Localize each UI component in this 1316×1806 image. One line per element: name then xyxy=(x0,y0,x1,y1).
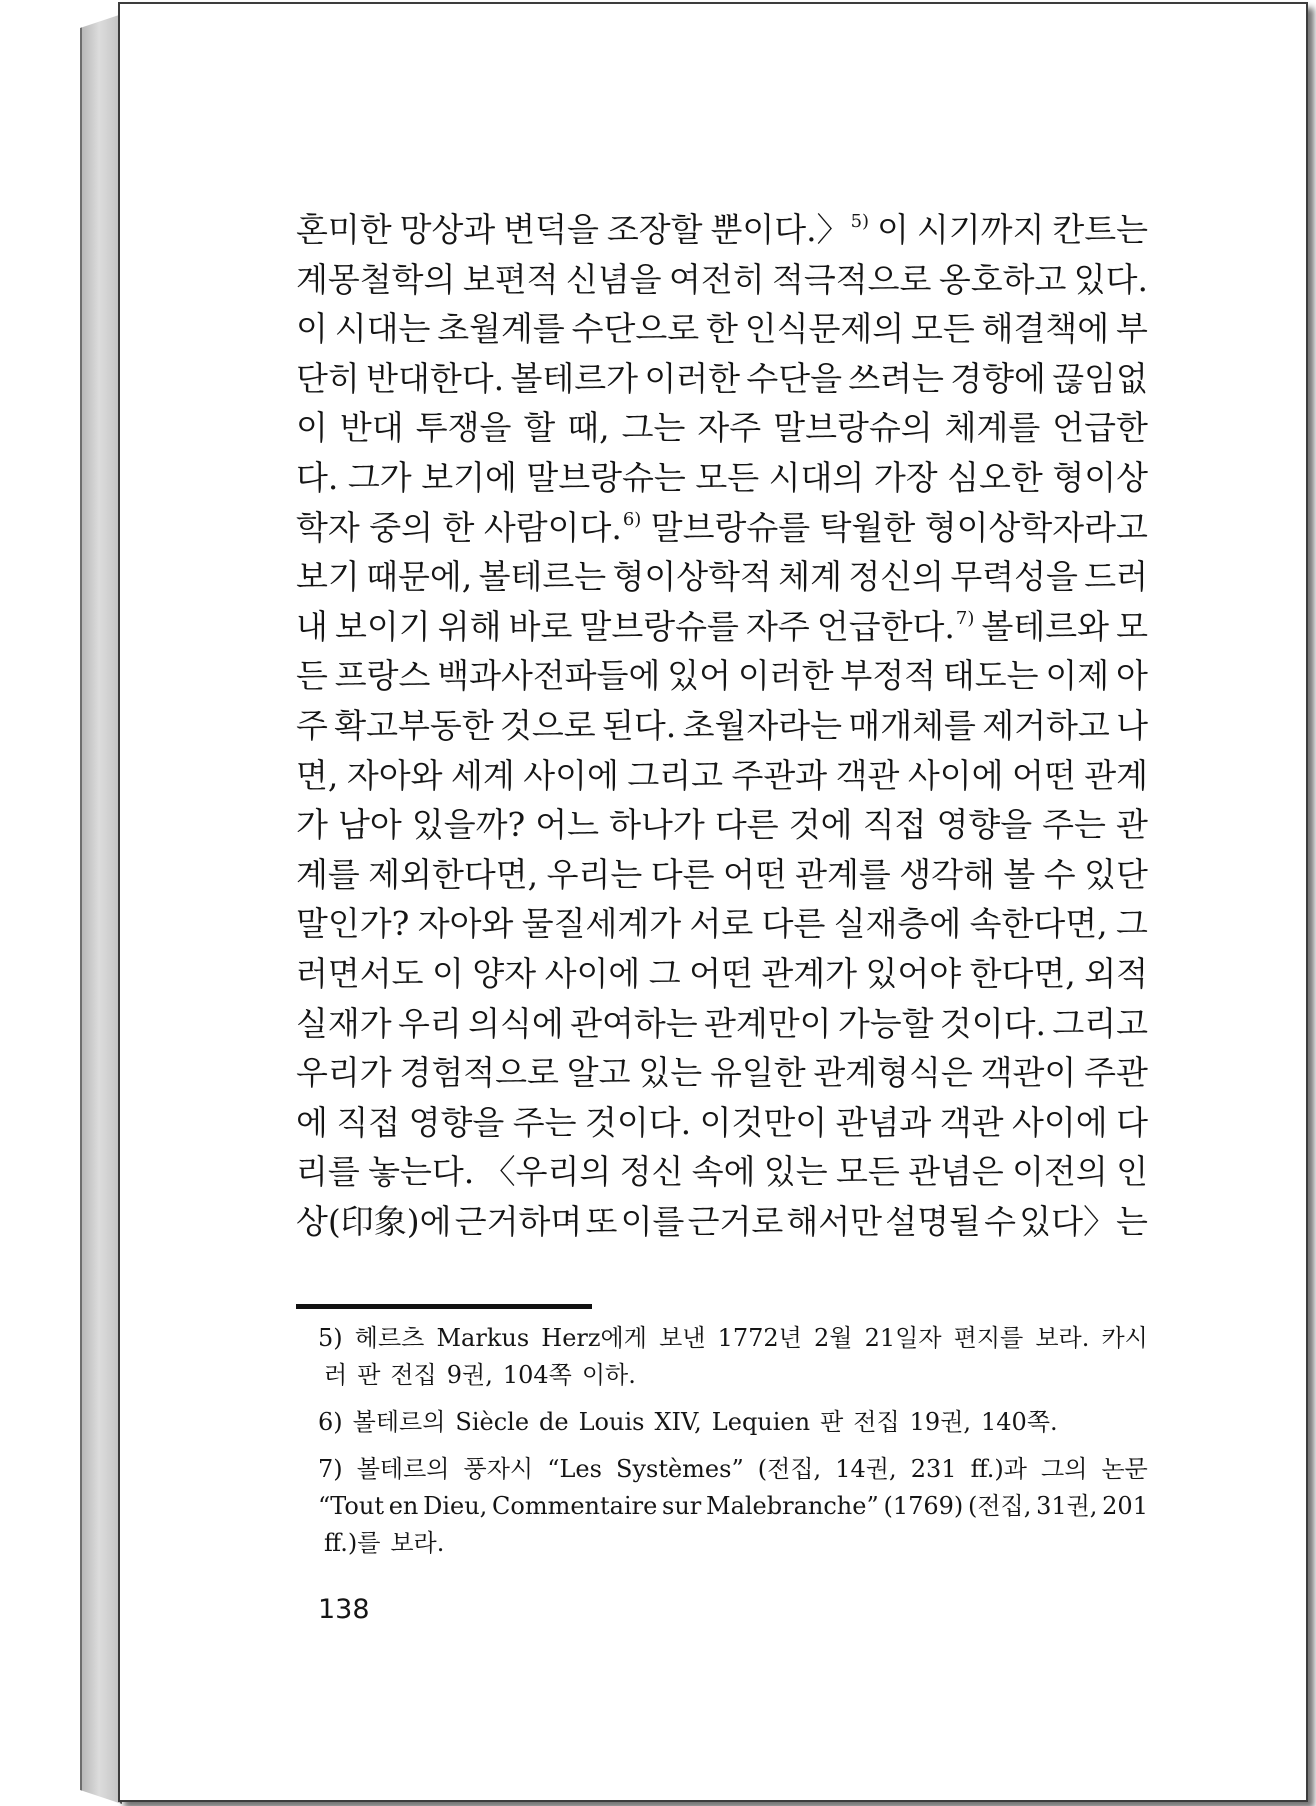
word: 5) xyxy=(318,1324,343,1352)
word: 보편적 xyxy=(462,259,559,299)
word: de xyxy=(539,1408,569,1436)
word: 칸트는 xyxy=(1052,210,1148,249)
word: Herz에게 xyxy=(541,1324,647,1352)
word: 된다. xyxy=(602,705,677,745)
word: 실재층에 xyxy=(833,904,962,944)
word: 자아와 xyxy=(346,755,443,795)
word: 있는 xyxy=(638,1053,703,1093)
word: XIV, xyxy=(654,1408,702,1436)
word: 반대 xyxy=(339,408,404,448)
word: Siècle xyxy=(455,1408,530,1436)
word: 보낸 xyxy=(659,1324,706,1352)
word: 양자 xyxy=(472,953,537,993)
word: 관계형식은 xyxy=(813,1053,973,1093)
body-line xyxy=(296,601,1148,651)
word: 이러한 xyxy=(737,656,834,696)
word: 주관과 xyxy=(731,755,828,795)
word: 다른 xyxy=(761,904,826,944)
word: 1772년 xyxy=(717,1324,802,1352)
word: 104쪽 xyxy=(502,1361,572,1389)
word: 정신의 xyxy=(848,557,944,597)
word: 볼테르의 xyxy=(352,1408,446,1436)
word: 수단을 xyxy=(746,358,842,398)
body-line xyxy=(296,998,1148,1048)
word: 쓰려는 xyxy=(848,358,944,398)
word: 보라. xyxy=(390,1529,445,1557)
body-line xyxy=(296,650,1148,700)
word: 형이상학적 xyxy=(612,557,772,597)
word: en xyxy=(388,1492,419,1520)
word: 이것만이 xyxy=(699,1102,828,1142)
word: 초월자라는 xyxy=(682,705,842,745)
word: 형이상 xyxy=(1052,457,1148,497)
word: 관념은 xyxy=(908,1152,1004,1192)
body-line xyxy=(296,204,1148,254)
word: 세계 xyxy=(450,755,515,795)
word: 그의 xyxy=(1041,1455,1088,1483)
word: 이 xyxy=(877,210,909,249)
word: 140쪽. xyxy=(981,1408,1058,1436)
body-line xyxy=(296,1047,1148,1097)
word: 볼테르와 xyxy=(981,606,1109,646)
word: 보이기 xyxy=(335,606,431,646)
word: 조장할 xyxy=(606,210,703,249)
word: 경험적으로 xyxy=(399,1053,559,1093)
word: 있어야 xyxy=(865,953,962,993)
word: 객관 xyxy=(939,1102,1004,1142)
word: 볼테르의 xyxy=(356,1455,450,1483)
word: 다. xyxy=(296,457,339,497)
word: 관계 xyxy=(1084,755,1148,795)
word: 편지를 xyxy=(953,1324,1024,1352)
word: 내 xyxy=(296,606,328,646)
word: 러 xyxy=(324,1361,348,1389)
word: “Les xyxy=(547,1455,602,1483)
word: 관계가 xyxy=(761,953,858,993)
word: 주는 xyxy=(512,1102,577,1142)
word: (전집, xyxy=(757,1455,822,1483)
word: 초월계를 xyxy=(437,309,565,349)
word: 또 xyxy=(585,1201,618,1241)
word: 해서만 xyxy=(786,1201,883,1241)
word: 드러 xyxy=(1084,557,1148,597)
word: 사이에 xyxy=(1011,1102,1108,1142)
word: Malebranche” xyxy=(706,1492,879,1520)
word: 그 xyxy=(1116,904,1148,944)
word: 볼테르는 xyxy=(478,557,607,597)
word: 판 xyxy=(820,1408,844,1436)
word: 14권, xyxy=(835,1455,897,1483)
word: 판 xyxy=(357,1361,381,1389)
book-spine xyxy=(80,14,122,1804)
word: Dieu, xyxy=(423,1492,488,1520)
word: 모든 xyxy=(911,309,975,349)
footnote-mark: 6) xyxy=(622,508,642,530)
word: 유일한 xyxy=(709,1053,806,1093)
word: 있다. xyxy=(1073,259,1148,299)
word: 21일자 xyxy=(864,1324,942,1352)
word: 인 xyxy=(1116,1152,1148,1192)
footnote-7-line xyxy=(318,1451,1148,1488)
word: 끊임없 xyxy=(1052,358,1148,398)
word: Louis xyxy=(578,1408,645,1436)
body-line xyxy=(296,849,1148,899)
word: 이를 xyxy=(620,1201,685,1241)
word: 이 xyxy=(296,408,328,448)
word: 부 xyxy=(1116,309,1148,349)
word: 사이에 xyxy=(907,755,1004,795)
word: 가 xyxy=(296,805,328,845)
word: 시대의 xyxy=(768,457,865,497)
word: 있단 xyxy=(1084,854,1148,894)
body-text xyxy=(296,204,1148,1245)
word: 언급한 xyxy=(1052,408,1148,448)
word: 시기까지 xyxy=(916,210,1045,249)
word: 모든 xyxy=(695,457,760,497)
word: 관계만이 xyxy=(704,1003,832,1043)
word: 이 xyxy=(432,953,464,993)
word: 나 xyxy=(1116,705,1148,745)
word: sur xyxy=(662,1492,702,1520)
word: 알고 xyxy=(566,1053,631,1093)
word: 할 xyxy=(523,408,556,448)
word: 〈우리의 xyxy=(482,1152,612,1192)
body-line xyxy=(296,1196,1148,1246)
word: 근거로 xyxy=(687,1201,784,1241)
word: 속에 xyxy=(691,1152,756,1192)
word: 객관 xyxy=(835,755,900,795)
word: 주관 xyxy=(1084,1053,1148,1093)
word: 이 xyxy=(296,309,328,349)
word: 심오한 xyxy=(947,457,1043,497)
word: 7) xyxy=(318,1455,343,1483)
word: 면, xyxy=(296,755,339,795)
word: 러면서도 xyxy=(296,953,424,993)
word: 근거하며 xyxy=(454,1201,583,1241)
word: 말브랑슈는 xyxy=(526,457,686,497)
word: 그가 xyxy=(347,457,412,497)
footnotes xyxy=(318,1320,1148,1562)
word: 직접 xyxy=(862,805,927,845)
word: 제거하고 xyxy=(982,705,1110,745)
word: 관여하는 xyxy=(570,1003,698,1043)
word: 외적 xyxy=(1084,953,1148,993)
word: 그는 xyxy=(621,408,686,448)
word: 리를 xyxy=(296,1152,360,1192)
word: 정신 xyxy=(619,1152,684,1192)
word: 31권, xyxy=(1036,1492,1098,1520)
word: 그 xyxy=(648,953,681,993)
word: 혼미한 xyxy=(296,210,392,249)
word: 말브랑슈를 xyxy=(650,507,811,547)
word: 이전의 xyxy=(1012,1152,1108,1192)
word: 다 xyxy=(1116,1102,1148,1142)
word: 영향을 xyxy=(408,1102,505,1142)
footnote-mark: 5) xyxy=(850,211,870,232)
word: 것으로 xyxy=(500,705,596,745)
word: 우리는 xyxy=(546,854,643,894)
word: 우리가 xyxy=(296,1053,392,1093)
body-line xyxy=(296,254,1148,304)
word: 하나가 xyxy=(609,805,705,845)
word: (1769) xyxy=(883,1492,964,1520)
body-line xyxy=(296,1146,1148,1196)
word: 때, xyxy=(567,408,610,448)
word: 수단으로 xyxy=(571,309,700,349)
word: 다른 xyxy=(714,805,779,845)
word: 다른 xyxy=(650,854,715,894)
body-line xyxy=(296,303,1148,353)
body-line xyxy=(296,402,1148,452)
word: 든 xyxy=(296,656,328,696)
word: 한다면, xyxy=(969,953,1076,993)
footnote-5-line xyxy=(318,1357,1148,1394)
word: 이제 xyxy=(1045,656,1110,696)
word: 사이에 xyxy=(523,755,619,795)
word: 무력성을 xyxy=(950,557,1078,597)
word: 전집 xyxy=(853,1408,900,1436)
word: 에 xyxy=(296,1102,328,1142)
word: 망상과 xyxy=(399,210,496,249)
body-line xyxy=(296,551,1148,601)
word: 단히 xyxy=(296,358,360,398)
word: 실재가 xyxy=(296,1003,392,1043)
word: 자주 xyxy=(697,408,762,448)
word: 제외한다면, xyxy=(368,854,539,894)
word: 신념을 xyxy=(565,259,662,299)
word: Commentaire xyxy=(492,1492,658,1520)
word: 수 xyxy=(984,1201,1017,1241)
word: 부정적 xyxy=(840,656,937,696)
word: 수 xyxy=(1043,854,1076,894)
word: 논문 xyxy=(1101,1455,1148,1483)
word: 변덕을 xyxy=(503,210,599,249)
word: 231 xyxy=(910,1455,957,1483)
word: 아 xyxy=(1116,656,1148,696)
word: 볼 xyxy=(1003,854,1036,894)
body-line xyxy=(296,898,1148,948)
word: 있는 xyxy=(763,1152,828,1192)
word: 물질세계가 xyxy=(521,904,682,944)
word: 있어 xyxy=(667,656,732,696)
word: 이하. xyxy=(581,1361,636,1389)
word: 프랑스 xyxy=(334,656,431,696)
word: 적극적으로 xyxy=(772,259,932,299)
word: 풍자시 xyxy=(463,1455,534,1483)
word: 우리 xyxy=(398,1003,462,1043)
word: 19권, xyxy=(909,1408,972,1436)
word: 여전히 xyxy=(668,259,765,299)
word: 서로 xyxy=(689,904,754,944)
word: 어떤 xyxy=(1011,755,1076,795)
word: 있을까? xyxy=(411,805,526,845)
word: 주 xyxy=(296,705,328,745)
word: (전집, xyxy=(967,1492,1032,1520)
page-number: 138 xyxy=(318,1594,370,1625)
word: 말브랑슈의 xyxy=(773,408,933,448)
word: 것이다. xyxy=(939,1003,1046,1043)
word: 직접 xyxy=(336,1102,401,1142)
word: 9권, xyxy=(446,1361,493,1389)
word: 경향에 xyxy=(950,358,1046,398)
word: 그리고 xyxy=(1052,1003,1148,1043)
footnote-6-line xyxy=(318,1404,1148,1441)
word: 언급한다.$^{7)}$ xyxy=(816,606,975,646)
body-line xyxy=(296,799,1148,849)
word: 형이상학자라고 xyxy=(924,507,1148,547)
word: 중의 xyxy=(369,507,433,547)
word: 해결책에 xyxy=(981,309,1110,349)
body-line xyxy=(296,452,1148,502)
word: “Tout xyxy=(318,1492,384,1520)
word: 201 xyxy=(1102,1492,1148,1520)
word: 볼테르가 xyxy=(510,358,638,398)
word: 어느 xyxy=(535,805,600,845)
word: 한 xyxy=(706,309,738,349)
word: ff.)를 xyxy=(324,1529,381,1557)
word: 탁월한 xyxy=(819,507,916,547)
word: 반대한다. xyxy=(366,358,505,398)
body-line xyxy=(296,700,1148,750)
word: 보기 xyxy=(296,557,360,597)
word: 카시 xyxy=(1101,1324,1148,1352)
footnote-7-line xyxy=(318,1525,1148,1562)
word: 말인가? xyxy=(296,904,410,944)
word: 관 xyxy=(1116,805,1148,845)
word: 가능할 xyxy=(837,1003,934,1043)
word: Markus xyxy=(436,1324,530,1352)
word: 계를 xyxy=(296,854,360,894)
word: 시대는 xyxy=(334,309,431,349)
word: 2월 xyxy=(813,1324,853,1352)
body-line xyxy=(296,948,1148,998)
word: 바로 xyxy=(508,606,573,646)
word: 투쟁을 xyxy=(415,408,512,448)
word: 그리고 xyxy=(627,755,723,795)
word: 사이에 xyxy=(544,953,641,993)
word: 있다〉는 xyxy=(1019,1201,1148,1241)
word: 자주 xyxy=(746,606,810,646)
word: 생각해 xyxy=(899,854,995,894)
word: 자아와 xyxy=(417,904,514,944)
word: 전집 xyxy=(390,1361,437,1389)
word: 주는 xyxy=(1042,805,1106,845)
word: 보라. xyxy=(1035,1324,1090,1352)
word: 영향을 xyxy=(936,805,1033,845)
word: 인식문제의 xyxy=(744,309,905,349)
footnote-7-line xyxy=(318,1488,1148,1525)
word: 객관이 xyxy=(980,1053,1077,1093)
word: Systèmes” xyxy=(616,1455,744,1483)
word: 확고부동한 xyxy=(334,705,494,745)
word: 의식에 xyxy=(468,1003,564,1043)
word: 것에 xyxy=(788,805,853,845)
word: 매개체를 xyxy=(848,705,976,745)
body-line xyxy=(296,1097,1148,1147)
word: 놓는다. xyxy=(368,1152,475,1192)
word: 것이다. xyxy=(585,1102,692,1142)
word: 어떤 xyxy=(722,854,787,894)
word: 사람이다.$^{6)}$ xyxy=(483,507,642,547)
word: 관념과 xyxy=(835,1102,932,1142)
word: 백과사전파들에 xyxy=(437,656,661,696)
word: 속한다면, xyxy=(969,904,1108,944)
word: 이러한 xyxy=(644,358,740,398)
footnote-rule xyxy=(296,1304,592,1309)
word: 체계 xyxy=(778,557,842,597)
word: 때문에, xyxy=(366,557,473,597)
footnote-5-line xyxy=(318,1320,1148,1357)
body-line xyxy=(296,502,1148,552)
word: 말브랑슈를 xyxy=(579,606,739,646)
word: 모 xyxy=(1116,606,1148,646)
word: 관계를 xyxy=(795,854,891,894)
word: 보기에 xyxy=(421,457,517,497)
word: 가장 xyxy=(873,457,938,497)
word: 헤르츠 xyxy=(354,1324,425,1352)
word: 남아 xyxy=(337,805,402,845)
word: 체계를 xyxy=(944,408,1041,448)
word: 모든 xyxy=(835,1152,900,1192)
word: 학자 xyxy=(296,507,360,547)
word: ff.)과 xyxy=(970,1455,1027,1483)
word: 뿐이다.〉$^{5)}$ xyxy=(710,210,870,249)
word: 태도는 xyxy=(942,656,1039,696)
word: 어떤 xyxy=(689,953,753,993)
word: 옹호하고 xyxy=(938,259,1067,299)
word: Lequien xyxy=(711,1408,811,1436)
footnote-mark: 7) xyxy=(955,607,975,629)
body-line xyxy=(296,750,1148,800)
word: 설명될 xyxy=(885,1201,981,1241)
word: 한 xyxy=(442,507,475,547)
word: 상(印象)에 xyxy=(296,1201,452,1241)
word: 6) xyxy=(318,1408,343,1436)
word: 위해 xyxy=(437,606,502,646)
body-line xyxy=(296,353,1148,403)
word: 계몽철학의 xyxy=(296,259,456,299)
